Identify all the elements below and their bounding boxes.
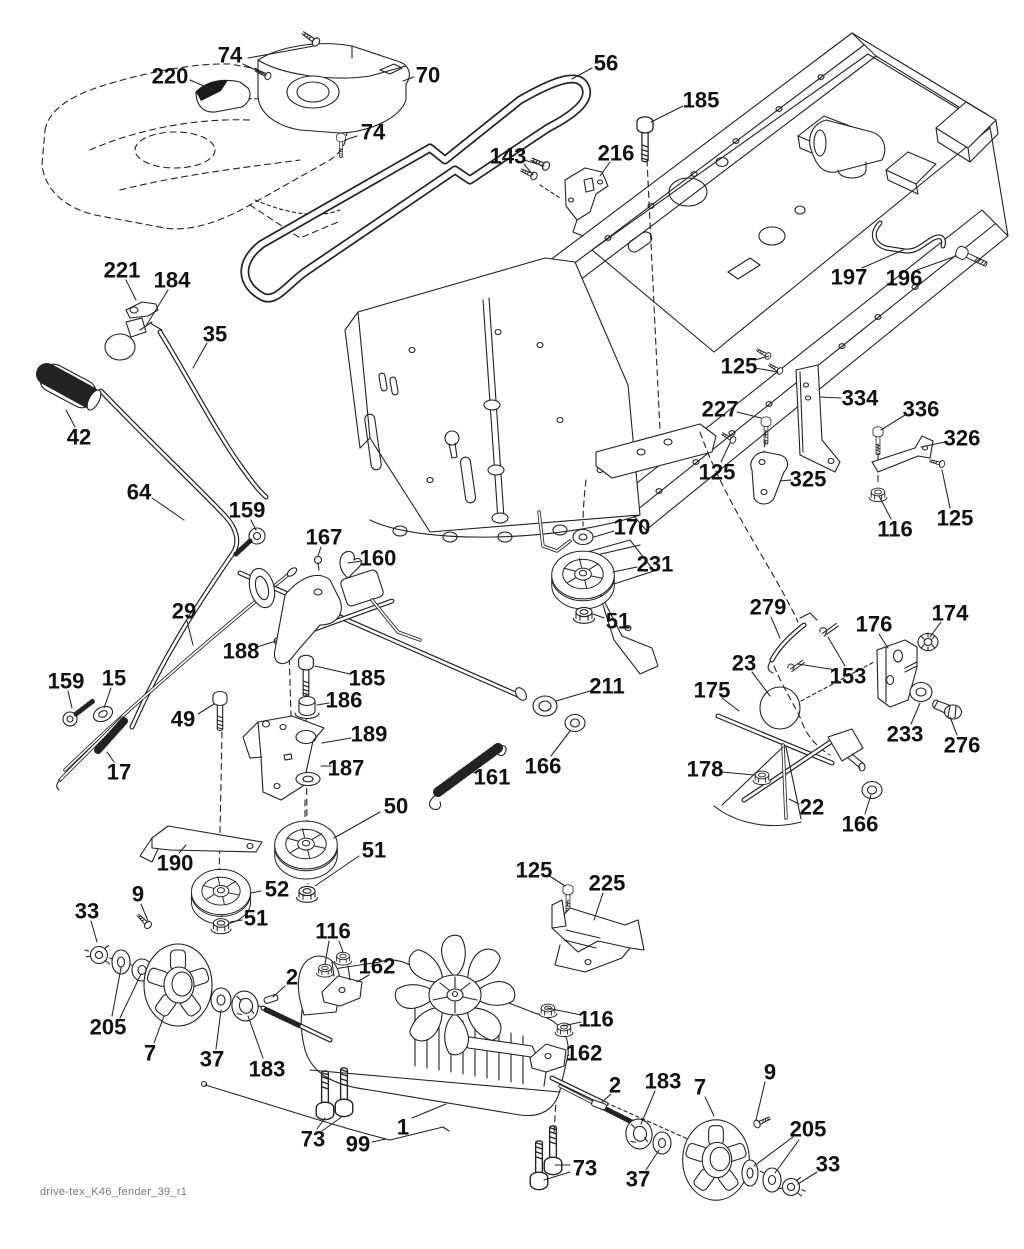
callout-51: 51 xyxy=(243,905,269,931)
callout-160: 160 xyxy=(359,545,397,571)
leader-line-185 xyxy=(315,666,350,674)
callout-33: 33 xyxy=(74,898,100,924)
callout-189: 189 xyxy=(350,721,388,747)
pulley-nut xyxy=(297,886,318,902)
callout-205: 205 xyxy=(789,1116,827,1142)
leader-line-52 xyxy=(251,891,261,893)
callout-279: 279 xyxy=(749,594,787,620)
callout-187: 187 xyxy=(327,755,365,781)
callout-161: 161 xyxy=(473,764,511,790)
leader-line-23 xyxy=(752,672,770,696)
frame-bolt-185 xyxy=(637,117,653,162)
drive-pulley xyxy=(275,821,338,879)
leader-line-225 xyxy=(594,893,603,920)
callout-216: 216 xyxy=(597,140,635,166)
callout-336: 336 xyxy=(902,396,940,422)
callout-162: 162 xyxy=(358,953,396,979)
callout-211: 211 xyxy=(589,673,625,699)
leader-line-178 xyxy=(722,772,754,775)
callout-159: 159 xyxy=(228,497,266,523)
leader-line-205 xyxy=(112,968,121,1016)
leader-line-205 xyxy=(754,1137,793,1166)
leader-line-183 xyxy=(641,1091,655,1124)
callout-183: 183 xyxy=(644,1068,682,1094)
callout-7: 7 xyxy=(693,1074,707,1100)
leader-line-188 xyxy=(257,641,276,647)
callout-227: 227 xyxy=(701,396,739,422)
callout-15: 15 xyxy=(101,665,127,691)
callout-186: 186 xyxy=(325,687,363,713)
callout-125: 125 xyxy=(698,459,736,485)
callout-37: 37 xyxy=(199,1046,225,1072)
leader-line-211 xyxy=(556,691,590,701)
leader-line-15 xyxy=(104,688,111,708)
callout-125: 125 xyxy=(720,353,758,379)
console xyxy=(258,44,409,133)
callout-51: 51 xyxy=(605,608,631,634)
callout-33: 33 xyxy=(815,1151,841,1177)
callout-116: 116 xyxy=(877,516,913,542)
callout-125: 125 xyxy=(936,505,974,531)
idler-pulley xyxy=(191,869,250,924)
leader-line-170 xyxy=(594,531,614,537)
callout-276: 276 xyxy=(943,732,981,758)
callout-185: 185 xyxy=(348,665,386,691)
callout-190: 190 xyxy=(156,850,194,876)
callout-2: 2 xyxy=(285,964,299,990)
leader-line-7 xyxy=(705,1097,714,1116)
leader-line-221 xyxy=(126,280,136,300)
leader-line-9 xyxy=(756,1082,765,1120)
callout-220: 220 xyxy=(151,63,189,89)
leader-line-125 xyxy=(942,470,950,508)
brake-control-cluster xyxy=(714,613,962,826)
pulley-nut xyxy=(211,919,231,934)
callout-29: 29 xyxy=(171,598,197,624)
callout-42: 42 xyxy=(66,424,92,450)
leader-line-153 xyxy=(828,637,845,666)
callout-166: 166 xyxy=(524,753,562,779)
callout-326: 326 xyxy=(943,425,981,451)
leader-line-205 xyxy=(120,974,141,1018)
leader-line-159 xyxy=(68,691,72,708)
callout-334: 334 xyxy=(841,385,879,411)
callout-125: 125 xyxy=(515,857,553,883)
callout-197: 197 xyxy=(830,264,868,290)
callout-73: 73 xyxy=(572,1155,598,1181)
callout-178: 178 xyxy=(686,756,724,782)
leader-line-33 xyxy=(798,1172,817,1184)
callout-176: 176 xyxy=(855,611,893,637)
engine-bracket xyxy=(519,155,608,236)
callout-116: 116 xyxy=(315,918,351,944)
leader-line-336 xyxy=(881,415,905,430)
callout-9: 9 xyxy=(763,1059,777,1085)
leader-line-99 xyxy=(372,1139,386,1142)
leader-line-166 xyxy=(551,731,570,756)
callout-183: 183 xyxy=(248,1056,286,1082)
leader-line-35 xyxy=(193,343,207,368)
callout-37: 37 xyxy=(625,1166,651,1192)
callout-70: 70 xyxy=(415,62,441,88)
callout-225: 225 xyxy=(588,870,626,896)
callout-116: 116 xyxy=(578,1006,614,1032)
callout-184: 184 xyxy=(153,267,191,293)
callout-7: 7 xyxy=(143,1040,157,1066)
leader-line-1 xyxy=(412,1104,446,1118)
callout-22: 22 xyxy=(799,794,825,820)
leader-line-279 xyxy=(771,617,780,638)
callout-99: 99 xyxy=(345,1131,371,1157)
callout-233: 233 xyxy=(886,721,924,747)
callout-1: 1 xyxy=(396,1114,410,1140)
leader-line-37 xyxy=(216,1010,221,1049)
callout-52: 52 xyxy=(264,876,290,902)
callout-17: 17 xyxy=(106,759,132,785)
callout-166: 166 xyxy=(841,811,879,837)
leader-line-183 xyxy=(248,1016,263,1058)
idler-bracket-stack xyxy=(213,655,324,800)
leader-line-189 xyxy=(322,738,351,743)
callout-49: 49 xyxy=(170,706,196,732)
callout-50: 50 xyxy=(383,793,409,819)
callout-153: 153 xyxy=(829,663,867,689)
leader-line-7 xyxy=(154,1016,164,1043)
callout-74: 74 xyxy=(360,119,386,145)
cooling-fan xyxy=(395,935,515,1055)
leader-line-2 xyxy=(273,986,285,997)
callout-64: 64 xyxy=(126,479,152,505)
cross-shaft-parts xyxy=(533,696,585,732)
callout-325: 325 xyxy=(789,466,827,492)
latch-lever xyxy=(126,302,158,318)
leader-line-334 xyxy=(820,397,841,398)
callout-35: 35 xyxy=(202,321,228,347)
leader-line-64 xyxy=(152,498,184,520)
leader-line-51 xyxy=(593,614,604,618)
callout-221: 221 xyxy=(103,257,141,283)
callout-51: 51 xyxy=(361,837,387,863)
leader-line-29 xyxy=(187,621,193,645)
callout-159: 159 xyxy=(47,668,85,694)
callout-170: 170 xyxy=(613,514,651,540)
leader-line-33 xyxy=(91,921,97,942)
leader-line-74 xyxy=(345,136,357,140)
leader-line-50 xyxy=(334,812,380,838)
callout-167: 167 xyxy=(305,524,343,550)
leader-line-185 xyxy=(651,106,683,122)
callout-23: 23 xyxy=(731,650,757,676)
callout-174: 174 xyxy=(931,600,969,626)
callout-2: 2 xyxy=(608,1072,622,1098)
callout-56: 56 xyxy=(593,50,619,76)
callout-74: 74 xyxy=(217,42,243,68)
cable-clip xyxy=(105,318,152,360)
callout-196: 196 xyxy=(885,265,923,291)
support-bracket-225 xyxy=(552,885,644,972)
grip xyxy=(36,360,104,412)
drawing-filename: drive-tex_K46_fender_39_r1 xyxy=(40,1186,188,1198)
callout-9: 9 xyxy=(131,881,145,907)
callout-185: 185 xyxy=(682,87,720,113)
callout-73: 73 xyxy=(300,1126,326,1152)
callout-162: 162 xyxy=(565,1040,603,1066)
leader-line-49 xyxy=(198,704,214,714)
callout-175: 175 xyxy=(693,677,731,703)
callout-205: 205 xyxy=(89,1014,127,1040)
dash-pod xyxy=(196,80,250,112)
callout-143: 143 xyxy=(489,143,527,169)
leader-line-143 xyxy=(524,160,544,166)
callout-188: 188 xyxy=(222,638,260,664)
callout-231: 231 xyxy=(636,551,674,577)
leader-line-205 xyxy=(775,1140,799,1173)
